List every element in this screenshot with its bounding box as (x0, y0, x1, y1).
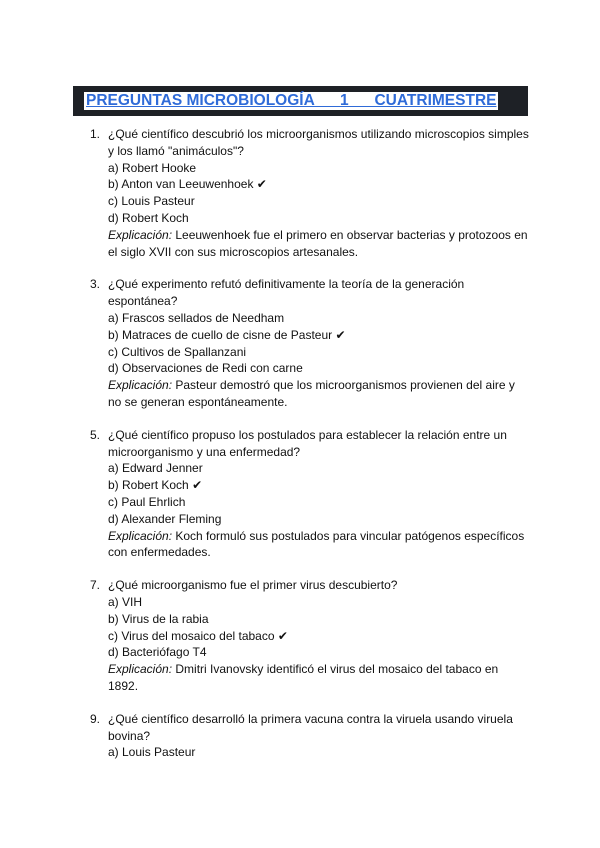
explanation-label: Explicación: (108, 378, 173, 393)
answer-option (108, 210, 530, 227)
question-number: 3. (90, 277, 101, 292)
answer-option-label: b) Virus de la rabia (108, 611, 209, 626)
explanation-text: Pasteur demostró que los microorganismos provienen del aire y no se generan espontáneamente. (108, 378, 515, 409)
answer-option (108, 744, 530, 761)
question-text: ¿Qué científico desarrolló la primera vacuna contra la viruela usando viruela bovina? (108, 711, 513, 743)
answer-option-label: d) Bacteriófago T4 (108, 645, 207, 660)
answer-option (108, 310, 530, 327)
answer-option-label: d) Robert Koch (108, 210, 189, 225)
explanation-text: Dmitri Ivanovsky identificó el virus del mosaico del tabaco en 1892. (108, 662, 499, 693)
check-icon: ✔ (256, 177, 267, 192)
question-number: 7. (90, 578, 101, 593)
answer-option-label: c) Paul Ehrlich (108, 494, 186, 509)
question-number: 5. (90, 427, 101, 442)
question-item (90, 276, 530, 410)
answer-option-label: a) Frascos sellados de Needham (108, 310, 285, 325)
explanation-label: Explicación: (108, 528, 173, 543)
check-icon: ✔ (277, 628, 288, 643)
explanation (108, 377, 530, 411)
answer-option-label: a) Robert Hooke (108, 160, 197, 175)
answer-option (108, 193, 530, 210)
answer-option-label: b) Robert Koch (108, 478, 189, 493)
answer-option (108, 176, 530, 193)
answer-option-label: a) VIH (108, 594, 143, 609)
question-list (90, 126, 530, 777)
explanation-label: Explicación: (108, 227, 173, 242)
question-text: ¿Qué científico descubrió los microorganismos utilizando microscopios simples y los llamó "animáculos"? (108, 127, 529, 158)
answer-option (108, 644, 530, 661)
check-icon: ✔ (335, 327, 346, 342)
answer-option-label: a) Louis Pasteur (108, 745, 196, 760)
answer-option (108, 327, 530, 344)
explanation-label: Explicación: (108, 662, 173, 677)
question-item (90, 577, 530, 695)
explanation (108, 227, 530, 261)
answer-option-label: c) Louis Pasteur (108, 194, 195, 209)
answer-option (108, 511, 530, 528)
question-text: ¿Qué experimento refutó definitivamente la teoría de la generación espontánea? (108, 277, 465, 309)
answer-option (108, 494, 530, 511)
check-icon: ✔ (192, 478, 203, 493)
answer-option-label: d) Alexander Fleming (108, 511, 222, 526)
explanation-text: Leeuwenhoek fue el primero en observar bacterias y protozoos en el siglo XVII con sus microscopios artesanales. (108, 227, 528, 259)
answer-option-label: c) Virus del mosaico del tabaco (108, 628, 275, 643)
question-item (90, 427, 530, 561)
question-item (90, 126, 530, 260)
answer-option-label: b) Anton van Leeuwenhoek (108, 177, 254, 192)
question-text: ¿Qué microorganismo fue el primer virus descubierto? (108, 578, 398, 593)
explanation (108, 528, 530, 562)
answer-option (108, 160, 530, 177)
answer-option-label: d) Observaciones de Redi con carne (108, 361, 303, 376)
answer-option (108, 477, 530, 494)
answer-option (108, 628, 530, 645)
answer-option (108, 611, 530, 628)
answer-option (108, 594, 530, 611)
explanation (108, 661, 530, 695)
answer-option (108, 460, 530, 477)
question-number: 9. (90, 711, 101, 726)
answer-option-label: c) Cultivos de Spallanzani (108, 344, 247, 359)
answer-option (108, 344, 530, 361)
explanation-text: Koch formuló sus postulados para vincular patógenos específicos con enfermedades. (108, 528, 525, 560)
answer-option-label: a) Edward Jenner (108, 461, 203, 476)
title-bar (73, 86, 528, 116)
page-title: PREGUNTAS MICROBIOLOGÍA 1 CUATRIMESTRE (86, 92, 497, 109)
answer-option-label: b) Matraces de cuello de cisne de Pasteur (108, 327, 333, 342)
question-number: 1. (90, 127, 101, 141)
question-item (90, 711, 530, 761)
answer-option (108, 360, 530, 377)
question-text: ¿Qué científico propuso los postulados para establecer la relación entre un microorganismo y una enfermedad? (108, 427, 507, 459)
